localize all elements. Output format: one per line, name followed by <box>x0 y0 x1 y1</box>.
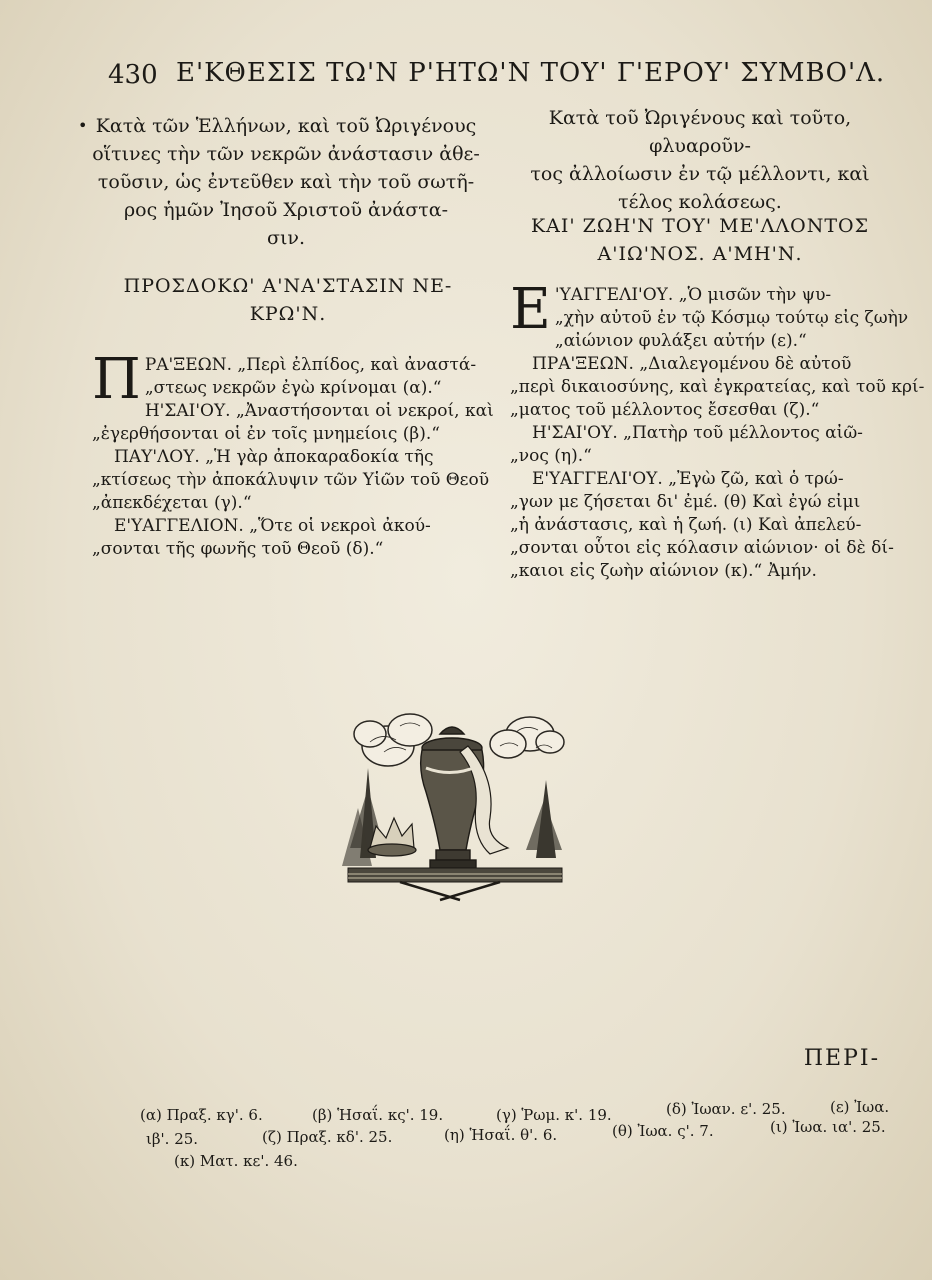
footnote: (κ) Ματ. κε'. 46. <box>174 1152 298 1170</box>
right-entry-line: „αἰώνιον φυλάξει αὐτήν (ε).“ <box>554 331 807 351</box>
bullet-mark: • <box>78 116 88 135</box>
footnote: (θ) Ἰωα. ς'. 7. <box>612 1122 714 1140</box>
footnote: (η) Ἡσαΐ. θ'. 6. <box>444 1126 558 1144</box>
right-entry-line: „σονται οὗτοι εἰς κόλασιν αἰώνιον· οἱ δὲ δί- <box>510 538 894 558</box>
right-intro-line: τος ἀλλοίωσιν ἐν τῷ μέλλοντι, καὶ <box>530 163 870 185</box>
left-entry-line: ΡΑ'ΞΕΩΝ. „Περὶ ἐλπίδος, καὶ ἀναστά- <box>144 355 477 375</box>
right-entry-line: „γων με ζήσεται δι' ἐμέ. (θ) Καὶ ἐγώ εἰμι <box>510 492 861 512</box>
right-drop-capital: Ε <box>510 277 551 342</box>
left-entry-line: „στεως νεκρῶν ἐγὼ κρίνομαι (α).“ <box>144 378 442 398</box>
footnote: (α) Πραξ. κγ'. 6. <box>140 1106 263 1124</box>
right-heading-line: Α'ΙΩ'ΝΟΣ. Α'ΜΗ'Ν. <box>597 243 803 265</box>
left-entry-line: „ἐγερθήσονται οἱ ἐν τοῖς μνημείοις (β).“ <box>92 424 440 444</box>
left-drop-capital: Π <box>92 347 141 412</box>
left-entry-line: ΠΑΥ'ΛΟΥ. „Ἡ γὰρ ἀποκαραδοκία τῆς <box>114 447 434 467</box>
left-entry-line: „κτίσεως τὴν ἀποκάλυψιν τῶν Υἱῶν τοῦ Θεοῦ <box>92 470 490 490</box>
left-intro-line: Κατὰ τῶν Ἑλλήνων, καὶ τοῦ Ὠριγένους <box>95 115 477 137</box>
right-entries <box>510 277 925 583</box>
left-entry-line: „σονται τῆς φωνῆς τοῦ Θεοῦ (δ).“ <box>92 539 384 559</box>
left-entry-line: „ἀπεκδέχεται (γ).“ <box>92 493 252 513</box>
right-entry-line: „χὴν αὐτοῦ ἐν τῷ Κόσμῳ τούτῳ εἰς ζωὴν <box>554 308 909 328</box>
footnote: (ε) Ἰωα. <box>830 1098 890 1116</box>
footnote: (ζ) Πραξ. κδ'. 25. <box>262 1128 393 1146</box>
right-intro-line: Κατὰ τοῦ Ὠριγένους καὶ τοῦτο, φλυαροῦν- <box>548 107 852 157</box>
right-entry-line: „ματος τοῦ μέλλοντος ἔσεσθαι (ζ).“ <box>510 400 820 420</box>
page-number: 430 <box>108 60 158 90</box>
right-entry-line: Ε'ΥΑΓΓΕΛΙ'ΟΥ. „Ἐγὼ ζῶ, καὶ ὁ τρώ- <box>532 469 844 489</box>
left-heading-line: ΠΡΟΣΔΟΚΩ' Α'ΝΑ'ΣΤΑΣΙΝ ΝΕ- <box>123 275 453 297</box>
left-intro-line: ρος ἡμῶν Ἰησοῦ Χριστοῦ ἀνάστα- <box>124 199 448 221</box>
right-entry-line: Η'ΣΑΙ'ΟΥ. „Πατὴρ τοῦ μέλλοντος αἰῶ- <box>532 423 863 443</box>
footnote: (ι) Ἰωα. ια'. 25. <box>770 1118 886 1136</box>
left-intro-line: τοῦσιν, ὡς ἐντεῦθεν καὶ τὴν τοῦ σωτῆ- <box>97 171 475 193</box>
right-heading-line: ΚΑΙ' ΖΩΗ'Ν ΤΟΥ' ΜΕ'ΛΛΟΝΤΟΣ <box>530 215 870 237</box>
right-section-heading <box>500 212 900 268</box>
footnote: (δ) Ἰωαν. ε'. 25. <box>666 1100 786 1118</box>
footnote: (β) Ἡσαΐ. κς'. 19. <box>312 1106 444 1124</box>
right-entry-line: „νος (η).“ <box>510 446 592 466</box>
left-section-heading <box>88 272 488 328</box>
left-entry-line: Ε'ΥΑΓΓΕΛΙΟΝ. „Ὅτε οἱ νεκροὶ ἀκού- <box>114 516 431 536</box>
left-heading-line: ΚΡΩ'Ν. <box>249 303 327 325</box>
left-intro-line: σιν. <box>266 227 305 249</box>
right-entry-line: „περὶ δικαιοσύνης, καὶ ἐγκρατείας, καὶ τοῦ κρί- <box>510 377 925 397</box>
footnote: ιβ'. 25. <box>146 1130 199 1148</box>
left-entries <box>92 347 494 561</box>
right-intro-line: τέλος κολάσεως. <box>618 191 782 213</box>
left-intro-line: οἵτινες τὴν τῶν νεκρῶν ἀνάστασιν ἀθε- <box>92 143 480 165</box>
right-entry-line: ΠΡΑ'ΞΕΩΝ. „Διαλεγομένου δὲ αὐτοῦ <box>532 354 852 374</box>
urn-ornament-icon <box>340 708 570 904</box>
footnote: (γ) Ῥωμ. κ'. 19. <box>496 1106 612 1124</box>
right-entry-line: „ἡ ἀνάστασις, καὶ ἡ ζωή. (ι) Καὶ ἀπελεύ- <box>510 515 862 535</box>
catchword: ΠΕΡΙ- <box>803 1046 880 1071</box>
right-intro <box>500 104 900 216</box>
right-entry-line: „καιοι εἰς ζωὴν αἰώνιον (κ).“ Ἀμήν. <box>510 561 817 581</box>
left-intro <box>78 112 488 252</box>
right-entry-line: 'ΥΑΓΓΕΛΙ'ΟΥ. „Ὁ μισῶν τὴν ψυ- <box>554 285 832 305</box>
running-head: Ε'ΚΘΕΣΙΣ ΤΩ'Ν Ρ'ΗΤΩ'Ν ΤΟΥ' Γ'ΕΡΟΥ' ΣΥΜΒΟ'Λ. <box>176 58 886 88</box>
left-entry-line: Η'ΣΑΙ'ΟΥ. „Ἀναστήσονται οἱ νεκροί, καὶ <box>144 401 494 421</box>
